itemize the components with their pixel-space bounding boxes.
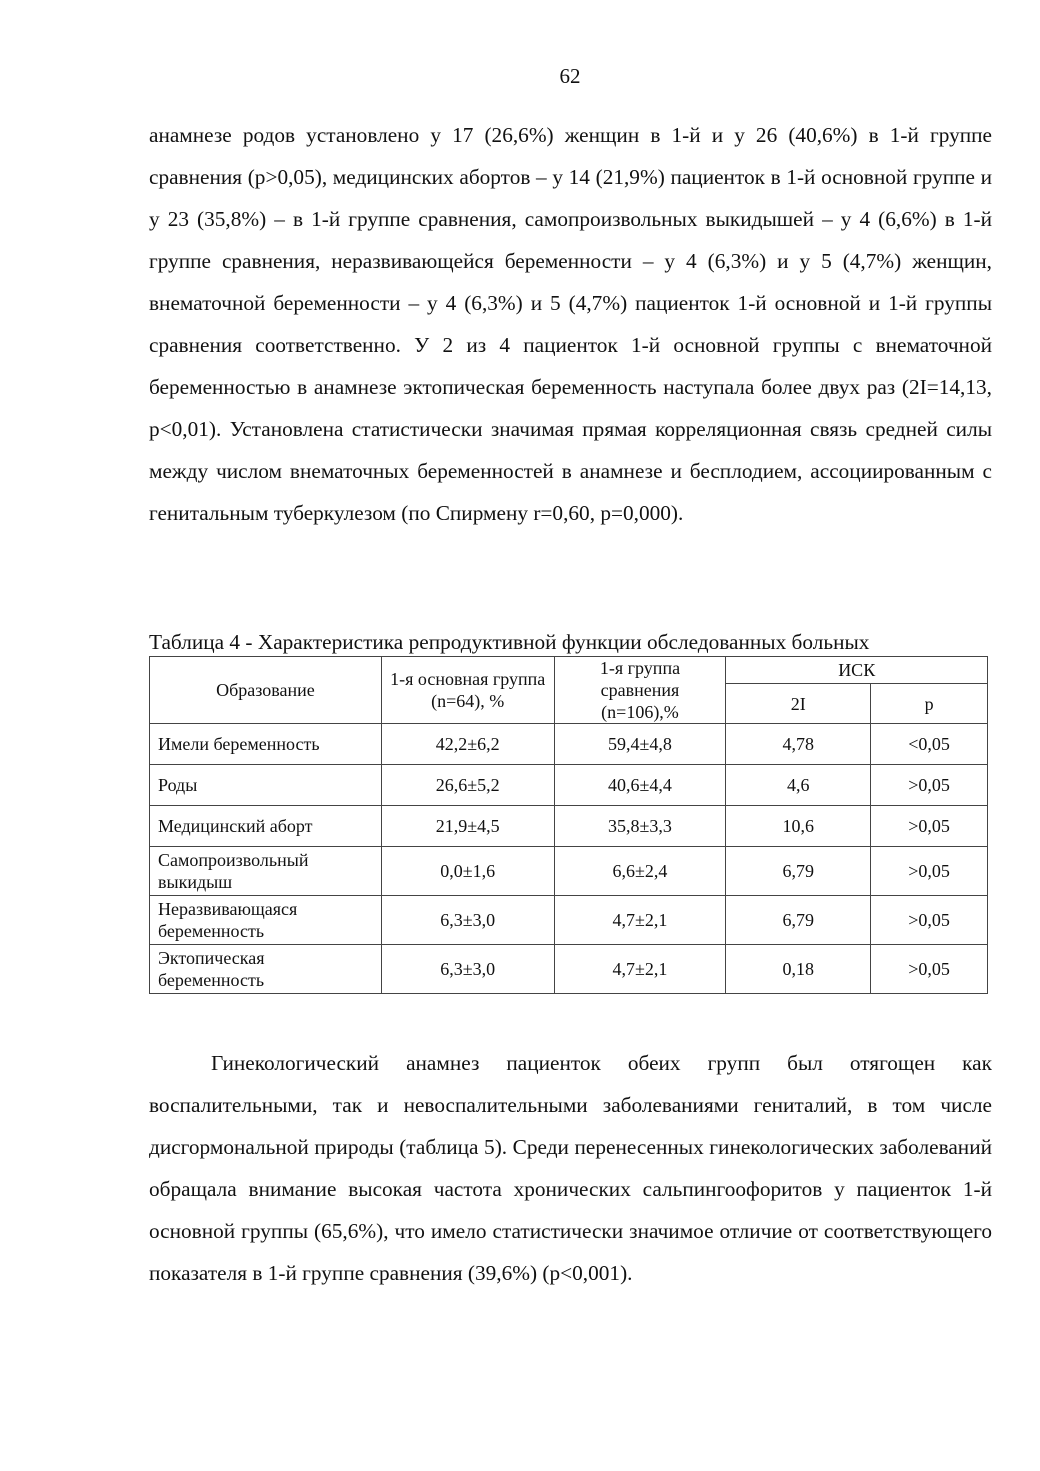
cell-isk: 6,79 xyxy=(726,847,871,896)
cell-main: 6,3±3,0 xyxy=(381,945,554,994)
cell-isk: 6,79 xyxy=(726,896,871,945)
cell-p: >0,05 xyxy=(871,765,988,806)
paragraph-1: анамнезе родов установлено у 17 (26,6%) женщин в 1-й и у 26 (40,6%) в 1-й группе сравнения (р>0,05), медицинских абортов – у 14 (21,9%) пациенток в 1-й основной группе и у 23 (35,8%) – в 1-й группе сравнения, самопроизвольных выкидышей – у 4 (6,6%) в 1-й группе сравнения, неразвивающейся беременности – у 4 (6,3%) и у 5 (4,7%) женщин, внематочной беременности – у 4 (6,3%) и 5 (4,7%) пациенток 1-й основной и 1-й группы сравнения соответственно. У 2 из 4 пациенток 1-й основной группы с внематочной беременностью в анамнезе эктопическая беременность наступала более двух раз (2I=14,13, р<0,01). Установлена статистически значимая прямая корреляционная связь средней силы между числом внематочных беременностей в анамнезе и бесплодием, ассоциированным с генитальным туберкулезом (по Спирмену r=0,60, р=0,000). xyxy=(149,123,992,525)
page-number: 62 xyxy=(559,64,581,88)
header-2i: 2I xyxy=(726,684,871,724)
cell-isk: 0,18 xyxy=(726,945,871,994)
cell-p: <0,05 xyxy=(871,724,988,765)
cell-isk: 4,78 xyxy=(726,724,871,765)
header-isk: ИСК xyxy=(726,657,988,684)
cell-main: 26,6±5,2 xyxy=(381,765,554,806)
header-comparison-group: 1-я группа сравнения (n=106),% xyxy=(554,657,726,724)
cell-main: 42,2±6,2 xyxy=(381,724,554,765)
paragraph-2: Гинекологический анамнез пациенток обеих групп был отягощен как воспалительными, так и невоспалительными заболеваниями гениталий, в том числе дисгормональной природы (таблица 5). Среди перенесенных гинекологических заболеваний обращала внимание высокая частота хронических сальпингоофоритов у пациенток 1-й основной группы (65,6%), что имело статистически значимое отличие от соответствующего показателя в 1-й группе сравнения (39,6%) (р<0,001). xyxy=(149,1051,992,1285)
header-main-group: 1-я основная группа (n=64), % xyxy=(381,657,554,724)
cell-p: >0,05 xyxy=(871,806,988,847)
row-label: Роды xyxy=(150,765,382,806)
cell-p: >0,05 xyxy=(871,945,988,994)
row-label: Самопроизвольный выкидыш xyxy=(150,847,382,896)
row-label: Эктопическая беременность xyxy=(150,945,382,994)
cell-comparison: 59,4±4,8 xyxy=(554,724,726,765)
cell-p: >0,05 xyxy=(871,847,988,896)
cell-comparison: 6,6±2,4 xyxy=(554,847,726,896)
cell-main: 0,0±1,6 xyxy=(381,847,554,896)
cell-main: 6,3±3,0 xyxy=(381,896,554,945)
cell-isk: 4,6 xyxy=(726,765,871,806)
table-row xyxy=(150,724,988,765)
cell-isk: 10,6 xyxy=(726,806,871,847)
table-row xyxy=(150,806,988,847)
row-label: Медицинский аборт xyxy=(150,806,382,847)
cell-p: >0,05 xyxy=(871,896,988,945)
header-education: Образование xyxy=(150,657,382,724)
cell-comparison: 35,8±3,3 xyxy=(554,806,726,847)
row-label: Имели беременность xyxy=(150,724,382,765)
table-row xyxy=(150,945,988,994)
table-row xyxy=(150,847,988,896)
table-caption: Таблица 4 - Характеристика репродуктивной функции обследованных больных xyxy=(149,630,870,654)
table-row xyxy=(150,765,988,806)
row-label: Неразвивающаяся беременность xyxy=(150,896,382,945)
cell-main: 21,9±4,5 xyxy=(381,806,554,847)
cell-comparison: 40,6±4,4 xyxy=(554,765,726,806)
cell-comparison: 4,7±2,1 xyxy=(554,945,726,994)
table-row xyxy=(150,896,988,945)
reproductive-function-table xyxy=(149,656,988,994)
cell-comparison: 4,7±2,1 xyxy=(554,896,726,945)
header-p: p xyxy=(871,684,988,724)
